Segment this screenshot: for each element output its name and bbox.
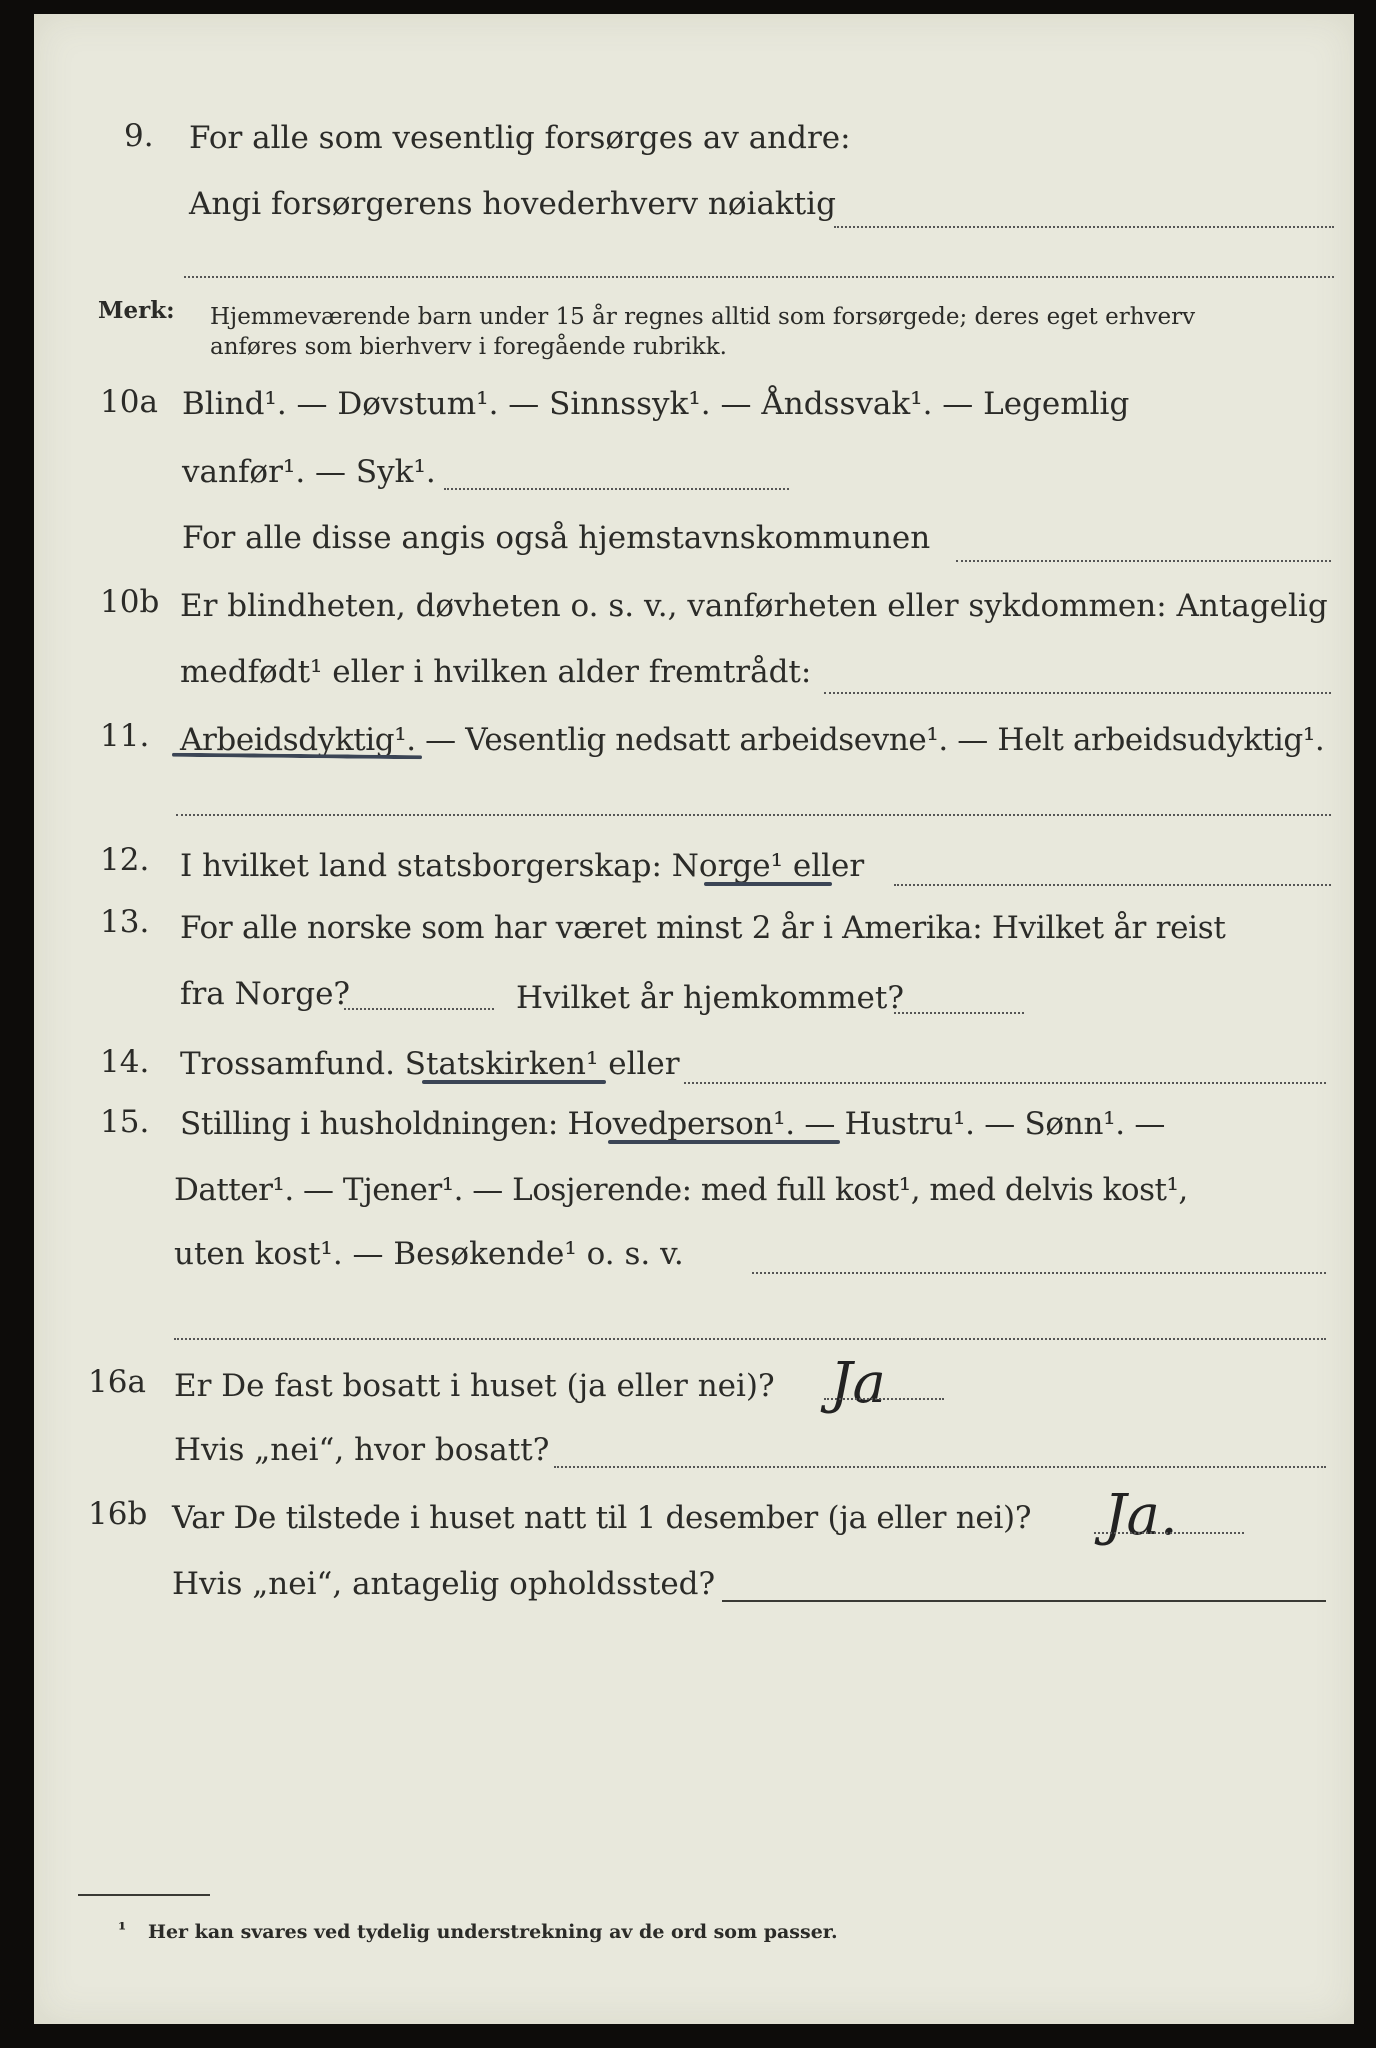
form-page bbox=[34, 14, 1354, 2024]
q9-answer-line bbox=[834, 226, 1334, 228]
q16b-number: 16b bbox=[88, 1496, 148, 1532]
q15-question-3: uten kost¹. — Besøkende¹ o. s. v. bbox=[174, 1236, 684, 1272]
q16a-question: Er De fast bosatt i huset (ja eller nei)? bbox=[174, 1368, 775, 1404]
q9-number: 9. bbox=[124, 118, 154, 154]
q15-answer-line-2 bbox=[174, 1338, 1326, 1340]
q10b-question-2: medfødt¹ eller i hvilken alder fremtrådt: bbox=[180, 654, 812, 690]
merk-text-2: anføres som bierhverv i foregående rubrikk. bbox=[210, 334, 727, 360]
merk-label: Merk: bbox=[98, 297, 175, 324]
footnote-text: Her kan svares ved tydelig understrekning av de ord som passer. bbox=[148, 1921, 838, 1943]
q15-underline-hovedperson bbox=[608, 1140, 840, 1144]
q16b-handwritten-answer: Ja. bbox=[1104, 1483, 1178, 1548]
q16a-answer-line bbox=[824, 1398, 944, 1400]
q16b-opholdssted-line bbox=[722, 1600, 1326, 1602]
q10b-answer-line bbox=[824, 692, 1331, 694]
footnote-mark: ¹ bbox=[118, 1919, 127, 1941]
q13-question-2b: Hvilket år hjemkommet? bbox=[516, 980, 904, 1016]
q16a-handwritten-answer: Ja bbox=[830, 1351, 886, 1416]
q16b-answer-line bbox=[1094, 1532, 1244, 1534]
q10b-number: 10b bbox=[100, 584, 160, 620]
q10b-question: Er blindheten, døvheten o. s. v., vanførheten eller sykdommen: Antagelig bbox=[180, 588, 1328, 624]
q10a-question-3: For alle disse angis også hjemstavnskommunen bbox=[182, 520, 931, 556]
q13-number: 13. bbox=[100, 904, 150, 940]
q12-number: 12. bbox=[100, 842, 150, 878]
q16b-question: Var De tilstede i huset natt til 1 desember (ja eller nei)? bbox=[172, 1500, 1032, 1536]
footnote-rule bbox=[78, 1894, 210, 1896]
q10a-hjemstavn-line bbox=[956, 560, 1331, 562]
q16a-number: 16a bbox=[88, 1364, 146, 1400]
q13-question: For alle norske som har været minst 2 år i Amerika: Hvilket år reist bbox=[180, 910, 1226, 946]
q16a-question-2: Hvis „nei“, hvor bosatt? bbox=[174, 1432, 550, 1468]
q15-question: Stilling i husholdningen: Hovedperson¹. — Hustru¹. — Sønn¹. — bbox=[180, 1106, 1166, 1142]
q10a-answer-line bbox=[444, 488, 789, 490]
q15-answer-line bbox=[752, 1272, 1326, 1274]
q16a-bosatt-line bbox=[554, 1466, 1326, 1468]
q15-question-2: Datter¹. — Tjener¹. — Losjerende: med full kost¹, med delvis kost¹, bbox=[174, 1172, 1188, 1208]
q10a-question-2: vanfør¹. — Syk¹. bbox=[182, 454, 436, 490]
q12-underline-norge bbox=[704, 882, 832, 886]
merk-text: Hjemmeværende barn under 15 år regnes alltid som forsørgede; deres eget erhverv bbox=[210, 304, 1196, 330]
q14-question: Trossamfund. Statskirken¹ eller bbox=[180, 1046, 680, 1082]
q9-answer-line-2 bbox=[184, 276, 1334, 278]
q11-question: Arbeidsdyktig¹. — Vesentlig nedsatt arbeidsevne¹. — Helt arbeidsudyktig¹. bbox=[180, 722, 1325, 758]
q14-underline-statskirken bbox=[422, 1080, 606, 1084]
q9-question: For alle som vesentlig forsørges av andre: bbox=[189, 120, 851, 156]
census-form bbox=[34, 14, 1354, 2024]
q14-number: 14. bbox=[100, 1044, 150, 1080]
q10a-number: 10a bbox=[100, 384, 158, 420]
q11-answer-line bbox=[176, 814, 1331, 816]
q16b-question-2: Hvis „nei“, antagelig opholdssted? bbox=[172, 1566, 716, 1602]
q13-hjemkommet-line bbox=[894, 1012, 1024, 1014]
q12-question: I hvilket land statsborgerskap: Norge¹ eller bbox=[180, 848, 865, 884]
q14-answer-line bbox=[684, 1082, 1326, 1084]
q15-number: 15. bbox=[100, 1104, 150, 1140]
q12-answer-line bbox=[894, 884, 1331, 886]
q10a-question: Blind¹. — Døvstum¹. — Sinnssyk¹. — Åndssvak¹. — Legemlig bbox=[182, 386, 1130, 422]
q9-question-2: Angi forsørgerens hovederhverv nøiaktig bbox=[189, 186, 836, 222]
q13-reist-line bbox=[344, 1008, 494, 1010]
q13-question-2a: fra Norge? bbox=[180, 976, 351, 1012]
q11-number: 11. bbox=[100, 718, 150, 754]
